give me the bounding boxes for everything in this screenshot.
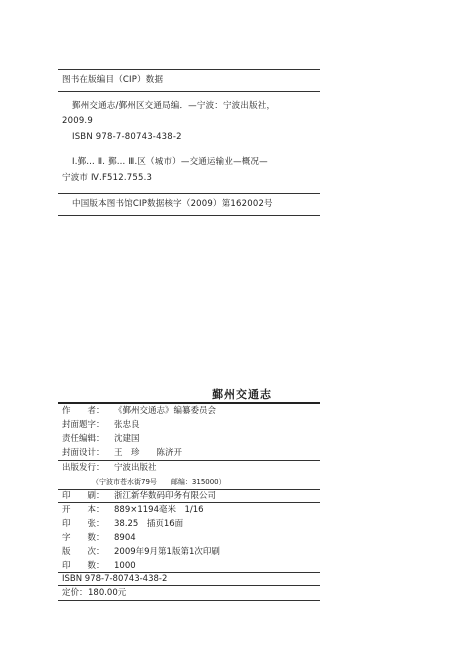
imprint-row xyxy=(62,561,136,572)
cip-footer: 中国版本图书馆CIP数据核字（2009）第162002号 xyxy=(72,199,273,209)
imprint-row xyxy=(62,574,167,585)
imprint-row xyxy=(62,463,157,474)
imprint-row-value: 浙江新华数码印务有限公司 xyxy=(114,491,217,501)
imprint-row-value: 王 珍 陈济开 xyxy=(114,448,183,458)
imprint-row xyxy=(62,448,182,459)
imprint-divider xyxy=(58,585,320,586)
imprint-top-rule xyxy=(58,402,320,404)
imprint-divider xyxy=(58,489,320,490)
imprint-row xyxy=(62,491,216,502)
imprint-row-value: 《鄞州交通志》编纂委员会 xyxy=(114,406,217,416)
imprint-divider xyxy=(58,572,320,573)
imprint-row-value: 180.00元 xyxy=(88,588,127,598)
imprint-row-label: 责任编辑： xyxy=(62,434,105,444)
imprint-row-value: 889×1194毫米 1/16 xyxy=(114,505,204,515)
cip-heading-rule xyxy=(58,91,320,92)
imprint-row-label: 印 数： xyxy=(62,561,105,571)
imprint-row-label: 出版发行： xyxy=(62,463,105,473)
book-title: 鄞州交通志 xyxy=(212,388,272,401)
imprint-row-label: 作 者： xyxy=(62,406,105,416)
imprint-row xyxy=(62,588,126,599)
imprint-row-value: 38.25 插页16面 xyxy=(114,519,184,529)
cip-line-4: Ⅰ.鄞… Ⅱ. 鄞… Ⅲ.区（城市）—交通运输业—概况— xyxy=(72,157,268,167)
imprint-divider xyxy=(58,502,320,503)
imprint-row-value: 2009年9月第1版第1次印刷 xyxy=(114,547,220,557)
cip-line-2: 2009.9 xyxy=(62,116,93,126)
imprint-row xyxy=(62,434,140,445)
cip-bottom-rule xyxy=(58,215,320,216)
imprint-row-label: 字 数： xyxy=(62,533,105,543)
imprint-row-label: 印 张： xyxy=(62,519,105,529)
imprint-row-value: 张忠良 xyxy=(114,420,140,430)
cip-isbn: ISBN 978-7-80743-438-2 xyxy=(72,132,182,142)
imprint-row-value: ISBN 978-7-80743-438-2 xyxy=(62,574,168,584)
imprint-row-label: 封面题字： xyxy=(62,420,105,430)
imprint-row-value: 1000 xyxy=(114,561,136,571)
cip-top-rule xyxy=(58,69,320,70)
imprint-row-label: 开 本： xyxy=(62,505,105,515)
imprint-row-label: 定价： xyxy=(62,588,88,598)
imprint-row xyxy=(92,477,226,488)
imprint-row xyxy=(62,547,220,558)
cip-mid-rule xyxy=(58,193,320,194)
imprint-row xyxy=(62,420,140,431)
imprint-row-value: 沈建国 xyxy=(114,434,140,444)
cip-line-5: 宁波市 Ⅳ.F512.755.3 xyxy=(62,173,153,183)
imprint-divider xyxy=(58,600,320,601)
imprint-row-value: 8904 xyxy=(114,533,136,543)
imprint-row xyxy=(62,533,136,544)
imprint-row-label: 印 刷： xyxy=(62,491,105,501)
imprint-row-value: 宁波出版社 xyxy=(114,463,157,473)
imprint-row-label: 版 次： xyxy=(62,547,105,557)
imprint-row xyxy=(62,505,204,516)
imprint-divider xyxy=(58,460,320,461)
imprint-row xyxy=(62,406,216,417)
imprint-row xyxy=(62,519,183,530)
cip-line-1: 鄞州交通志/鄞州区交通局编．—宁波：宁波出版社， xyxy=(72,101,276,111)
imprint-row-label: 封面设计： xyxy=(62,448,105,458)
imprint-row-value: （宁波市苍水街79号 邮编：315000） xyxy=(92,478,226,486)
cip-heading: 图书在版编目（CIP）数据 xyxy=(62,75,164,85)
